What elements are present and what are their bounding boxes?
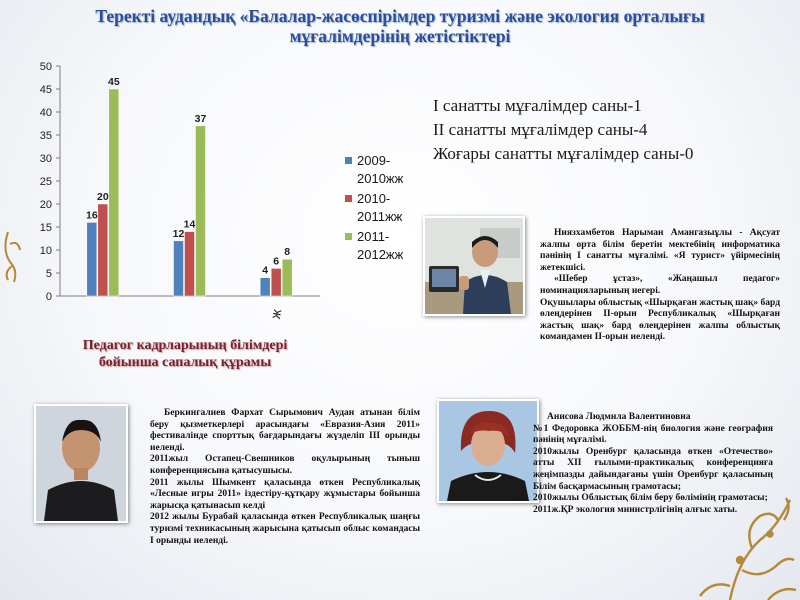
bio2-intro: Беркингалиев Фархат Сырымович Аудан атынан білім беру қызметкерлері арасындағы «Евразия-Азия 2011» фестивалінде спорттық бағдарындағы жүзделіп ІІІ орынды иеленді. [150, 408, 420, 453]
legend-item-2 [345, 190, 425, 226]
bar-data-label: 6 [273, 255, 280, 268]
legend-swatch-1 [345, 157, 352, 164]
bio-anisova [533, 412, 773, 516]
legend-item-3 [345, 228, 425, 264]
portrait-woman [439, 401, 537, 501]
bio-niyazkhambetov [540, 228, 780, 344]
legend-label-2b: 2011жж [357, 209, 403, 224]
stat-category-1: І санатты мұғалімдер саны-1 [433, 96, 642, 115]
bar-data-label: 14 [183, 218, 196, 231]
teacher-photo-anisova [437, 399, 539, 503]
bio3-name: Анисова Людмила Валентиновна [547, 412, 691, 422]
teacher-photo-berkingaliev [34, 404, 128, 523]
bar-chart [20, 52, 404, 342]
stat-category-2: ІІ санатты мұғалімдер саны-4 [433, 120, 648, 139]
y-tick-label: 35 [39, 130, 52, 142]
y-tick-label: 10 [39, 245, 52, 257]
chart-caption-line-2: бойынша сапалық құрамы [98, 355, 272, 370]
bio2-burabay: 2012 жылы Бурабай қаласында өткен Республикалық шаңғы туризмі техникасының жарысына қатысып облыс командасы І орынды иеленді. [150, 512, 420, 546]
y-tick-label: 40 [39, 107, 52, 119]
y-tick-label: 30 [39, 153, 52, 165]
bio3-ministry: 2011ж.ҚР экология министрлігінің алғыс хаты. [533, 504, 738, 515]
bar-data-label: 12 [172, 227, 185, 240]
stat-category-highest: Жоғары санатты мұғалімдер саны-0 [433, 144, 694, 163]
legend-label-3a: 2011- [357, 229, 390, 244]
bio1-students: Оқушылары облыстық «Шырқаған жастық шақ» бард өлеңдерінен ІІ-орын Республикалық «Шырқаған жастық шақ» бард өлеңдерінен жалпы облыстық командамен ІІ-орын иеленді. [540, 297, 781, 343]
bar [174, 241, 184, 296]
y-tick-label: 25 [39, 176, 52, 188]
x-category-label: ж [266, 307, 285, 320]
bar-chart-svg [20, 52, 400, 342]
bar [196, 126, 206, 296]
bar [271, 268, 281, 296]
bar-data-label: 4 [262, 264, 269, 277]
legend-label-3b: 2012жж [357, 247, 404, 262]
bar [185, 232, 195, 296]
bar [260, 278, 270, 296]
bio3-position: №1 Федоровка ЖОББМ-нің биология және география пәнінің мұғалімі. [533, 423, 773, 446]
bio2-shymkent: 2011 жылы Шымкент қаласында өткен Республикалық «Лесные игры 2011» іздестіру-құтқару жұмыстары бойынша жарысқа қатынасып келді [150, 477, 420, 511]
bar [87, 222, 97, 296]
legend-swatch-2 [345, 195, 352, 202]
legend-label-1a: 2009- [357, 153, 391, 168]
bio3-orenburg: 2010жылы Оренбург қаласында өткен «Отечество» атты ХІІ ғылыми-практикалық конференцияға жеңімпазды дайындағаны үшін Оренбург қаласының Білім басқармасының грамотасы; [533, 446, 773, 492]
y-tick-label: 45 [39, 84, 52, 96]
teacher-category-stats [433, 94, 773, 166]
bio-berkingaliev [150, 408, 420, 547]
y-tick-label: 50 [39, 61, 52, 73]
y-tick-label: 5 [45, 268, 52, 280]
bio1-intro: Ниязхамбетов Нарыман Амангазыұлы - Ақсуат жалпы орта білім беретін мектебінің информатика пәнінің І санатты мұғалімі. «Я турист» үйірмесінің жетекшісі. [540, 228, 780, 273]
bio2-conference: 2011жыл Остапец-Свешников оқулырының тыныш конференциясына қатысушысы. [150, 454, 420, 476]
bar [109, 89, 119, 296]
bio1-awards: «Шебер ұстаз», «Жаңашыл педагог» номинацияларының иегері. [540, 274, 780, 296]
portrait-man-at-computer [425, 218, 523, 314]
bar [98, 204, 108, 296]
y-tick-label: 20 [39, 199, 52, 211]
chart-caption [40, 337, 330, 371]
legend-swatch-3 [345, 233, 352, 240]
slide-title-line-1: Теректі аудандық «Балалар-жасөспірімдер туризмі және экология орталығы [95, 6, 705, 26]
bar-data-label: 16 [85, 209, 98, 222]
bar-data-label: 45 [107, 76, 120, 88]
portrait-young-man [36, 406, 126, 521]
ornament-left-swirl-icon [5, 232, 20, 282]
legend-label-2a: 2010- [357, 191, 391, 206]
legend-item-1 [345, 152, 425, 188]
chart-legend [345, 152, 425, 266]
teacher-photo-niyazkhambetov [423, 216, 525, 316]
y-tick-label: 15 [39, 222, 52, 234]
bar [282, 259, 292, 296]
slide-title [20, 6, 780, 46]
bio3-oblast: 2010жылы Облыстық білім беру бөлімінің грамотасы; [533, 493, 768, 504]
bar-data-label: 8 [284, 246, 291, 259]
y-tick-label: 0 [45, 291, 52, 303]
bar-data-label: 37 [194, 112, 207, 125]
bar-data-label: 20 [96, 191, 109, 203]
legend-label-1b: 2010жж [357, 171, 404, 186]
slide-title-line-2: мұғалімдерінің жетістіктері [289, 26, 511, 46]
chart-caption-line-1: Педагог кадрларының білімдері [82, 338, 288, 353]
